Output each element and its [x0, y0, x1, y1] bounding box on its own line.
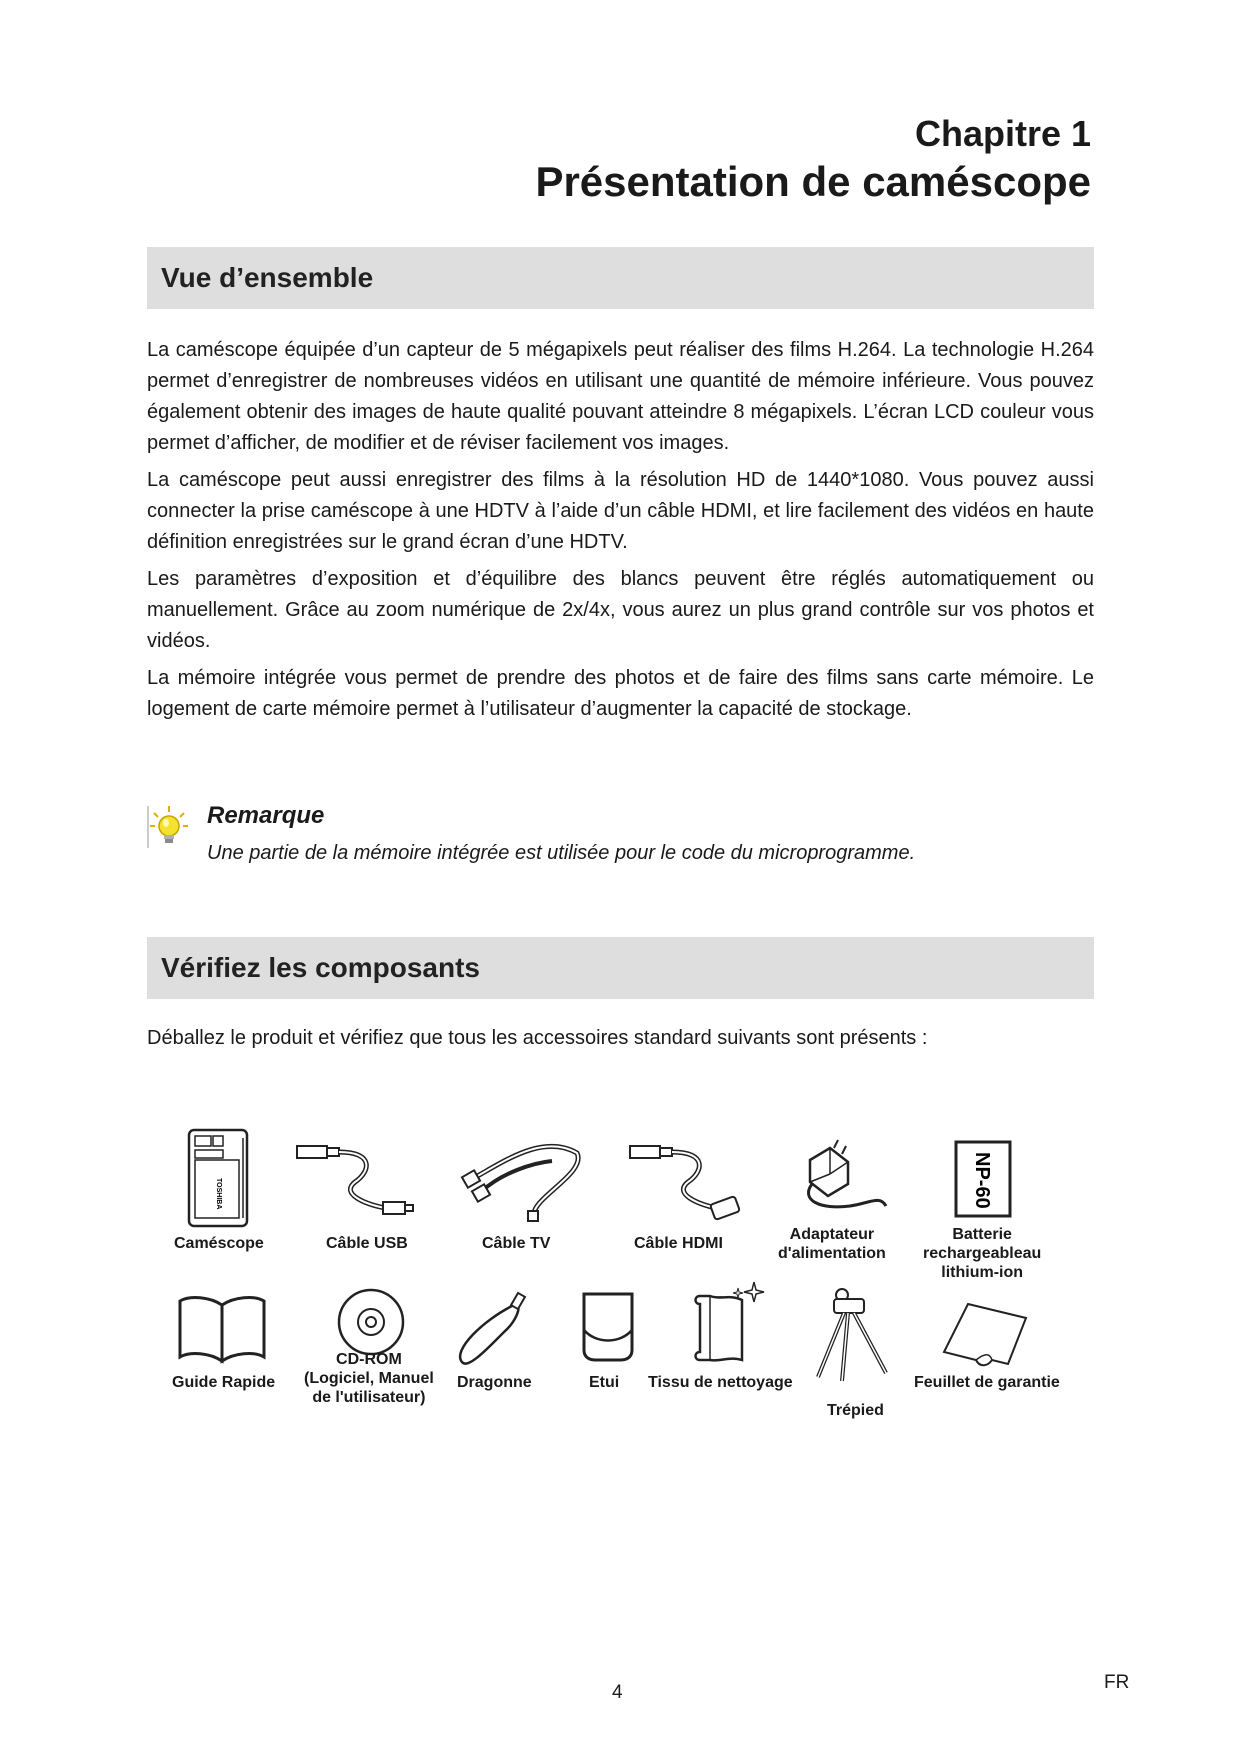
component-label: Feuillet de garantie	[914, 1374, 1060, 1391]
component-label: Tissu de nettoyage	[648, 1374, 793, 1391]
language-tag: FR	[1104, 1672, 1130, 1693]
section-heading-overview: Vue d’ensemble	[161, 262, 374, 293]
component-label: Batterie rechargeableau lithium-ion	[923, 1226, 1042, 1281]
page-number: 4	[612, 1682, 623, 1703]
component-label: Câble USB	[326, 1235, 408, 1252]
usb-cable-icon	[295, 1142, 415, 1222]
component-label: Etui	[589, 1374, 620, 1391]
warranty-card-icon	[940, 1300, 1030, 1370]
cleaning-cloth-icon	[690, 1280, 770, 1370]
hdmi-cable-icon	[628, 1142, 748, 1222]
component-label: Dragonne	[457, 1374, 532, 1391]
lightbulb-icon	[146, 804, 192, 850]
components-intro: Déballez le produit et vérifiez que tous les accessoires standard suivants sont présents :	[147, 1027, 928, 1049]
overview-paragraph: La caméscope équipée d’un capteur de 5 mégapixels peut réaliser des films H.264. La technologie H.264 permet d’enregistrer de nombreuses vidéos en utilisant une quantité de mémoire inférieure. Vous pouvez également obtenir des images de haute qualité pouvant atteindre 8 mégapixels. L’écran LCD couleur vous permet d’afficher, de modifier et de réviser facilement vos images.	[147, 339, 1094, 454]
power-adapter-icon	[790, 1140, 890, 1216]
chapter-title: Présentation de caméscope	[535, 158, 1091, 205]
battery-model: NP-60	[971, 1152, 993, 1209]
camcorder-brand: TOSHIBA	[215, 1178, 222, 1210]
component-label: Guide Rapide	[172, 1374, 276, 1391]
overview-paragraph: La mémoire intégrée vous permet de prendre des photos et de faire des films sans carte mémoire. Le logement de carte mémoire permet à l’utilisateur d’augmenter la capacité de stockage.	[147, 667, 1094, 720]
tv-cable-icon	[462, 1143, 586, 1223]
section-bar-overview	[147, 247, 1094, 309]
section-bar-components	[147, 937, 1094, 999]
tripod-icon	[812, 1285, 892, 1385]
note-title: Remarque	[207, 802, 325, 829]
cd-rom-icon	[336, 1287, 406, 1357]
component-label: CD-ROM (Logiciel, Manuel de l'utilisateur)	[304, 1351, 434, 1406]
component-label: Câble TV	[482, 1235, 551, 1252]
section-heading-components: Vérifiez les composants	[161, 952, 481, 983]
overview-paragraph: La caméscope peut aussi enregistrer des films à la résolution HD de 1440*1080. Vous pouvez aussi connecter la prise caméscope à une HDTV à l’aide d’un câble HDMI, et lire facilement des vidéos en haute définition enregistrées sur le grand écran d’une HDTV.	[147, 469, 1094, 553]
strap-icon	[454, 1290, 534, 1370]
quick-guide-icon	[176, 1293, 268, 1363]
pouch-icon	[580, 1290, 636, 1362]
component-label: Câble HDMI	[634, 1235, 723, 1252]
component-label: Caméscope	[174, 1235, 264, 1252]
overview-body	[147, 335, 1094, 731]
component-label: Adaptateur d'alimentation	[778, 1226, 886, 1262]
camcorder-icon	[187, 1128, 249, 1228]
note-text: Une partie de la mémoire intégrée est utilisée pour le code du microprogramme.	[207, 842, 916, 864]
chapter-number: Chapitre 1	[914, 113, 1091, 154]
component-label: Trépied	[827, 1402, 884, 1419]
chapter-heading	[535, 112, 1091, 208]
overview-paragraph: Les paramètres d’exposition et d’équilibre des blancs peuvent être réglés automatiquement ou manuellement. Grâce au zoom numérique de 2x/4x, vous aurez un plus grand contrôle sur vos photos et vidéos.	[147, 568, 1094, 652]
battery-icon	[954, 1140, 1012, 1218]
